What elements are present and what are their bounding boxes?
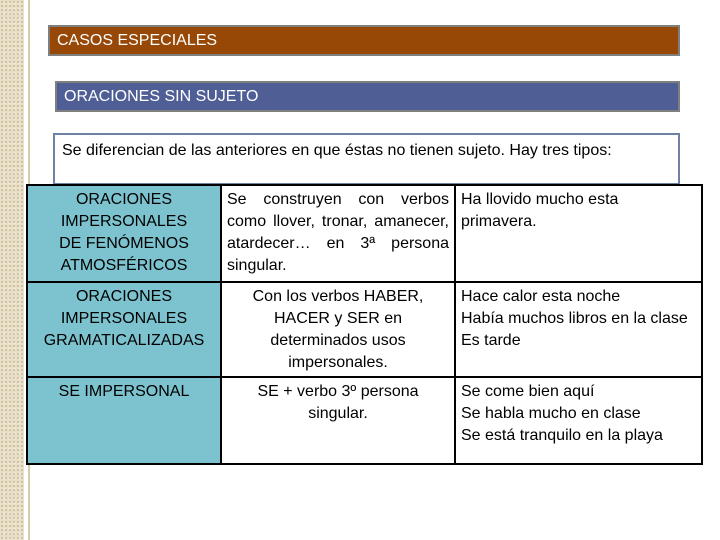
sentence-types-table xyxy=(26,184,703,465)
intro-text-box xyxy=(53,133,680,185)
example-text: Ha llovido mucho esta primavera. xyxy=(461,191,619,230)
intro-text: Se diferencian de las anteriores en que éstas no tienen sujeto. Hay tres tipos: xyxy=(62,142,612,159)
examples-cell xyxy=(455,185,702,282)
section-heading xyxy=(48,25,680,56)
type-cell xyxy=(27,282,221,377)
example-text: Hace calor esta noche xyxy=(461,288,621,305)
subsection-heading xyxy=(55,81,680,112)
subsection-heading-text: ORACIONES SIN SUJETO xyxy=(64,87,259,105)
description-cell: Con los verbos HABER, HACER y SER en determinados usos impersonales. xyxy=(221,282,455,377)
type-line: ORACIONES xyxy=(75,288,172,305)
examples-cell xyxy=(455,377,702,464)
section-heading-text: CASOS ESPECIALES xyxy=(57,31,218,49)
example-text: Se come bien aquí xyxy=(461,383,595,400)
type-line: GRAMATICALIZADAS xyxy=(43,332,205,349)
description-cell: SE + verbo 3º persona singular. xyxy=(221,377,455,464)
example-text: Se está tranquilo en la playa xyxy=(461,427,663,444)
type-line: DE FENÓMENOS xyxy=(59,235,189,252)
table-row xyxy=(27,377,702,464)
type-line: SE IMPERSONAL xyxy=(58,383,190,400)
description-cell: Se construyen con verbos como llover, tronar, amanecer, atardecer… en 3ª persona singular. xyxy=(221,185,455,282)
type-line: IMPERSONALES xyxy=(60,213,188,230)
example-text: Es tarde xyxy=(461,332,521,349)
table-row xyxy=(27,282,702,377)
type-line: IMPERSONALES xyxy=(60,310,188,327)
type-line: ATMOSFÉRICOS xyxy=(60,257,188,274)
table-row xyxy=(27,185,702,282)
example-text: Había muchos libros en la clase xyxy=(461,310,688,327)
type-cell xyxy=(27,185,221,282)
decorative-sidebar xyxy=(0,0,24,540)
examples-cell xyxy=(455,282,702,377)
type-line: ORACIONES xyxy=(75,191,172,208)
type-cell xyxy=(27,377,221,464)
example-text: Se habla mucho en clase xyxy=(461,405,641,422)
